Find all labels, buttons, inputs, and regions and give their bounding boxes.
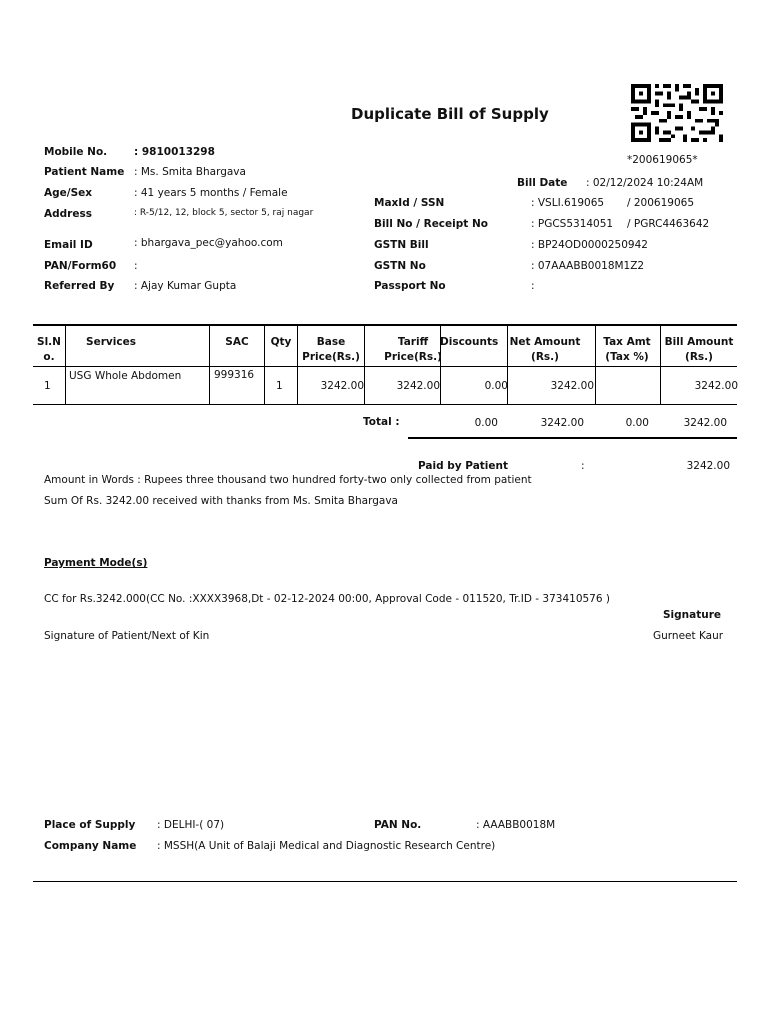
amount-in-words: Amount in Words : Rupees three thousand two hundred forty-two only collected from patient: [44, 474, 532, 486]
total-discounts: 0.00: [474, 417, 498, 429]
bill-date-value: : 02/12/2024 10:24AM: [586, 177, 704, 189]
cell-base-price: 3242.00: [320, 380, 364, 392]
footer-rule: [33, 881, 737, 882]
header-tax-amt: Tax Amt (Tax %): [603, 336, 651, 363]
payment-mode-detail: CC for Rs.3242.000(CC No. :XXXX3968,Dt - 02-12-2024 00:00, Approval Code - 011520, Tr.ID - 373410576 ): [44, 593, 610, 605]
total-tax: 0.00: [625, 417, 649, 429]
mobile-label: Mobile No.: [44, 146, 108, 158]
gstn-no-value: : 07AAABB0018M1Z2: [531, 260, 645, 272]
total-underline: [408, 437, 737, 439]
header-services: Services: [86, 336, 136, 348]
col-divider: [364, 325, 365, 405]
age-sex-value: : 41 years 5 months / Female: [134, 187, 288, 199]
qr-code: [631, 84, 723, 142]
email-label: Email ID: [44, 239, 93, 251]
address-label: Address: [44, 208, 92, 220]
mobile-value: : 9810013298: [134, 146, 215, 158]
payment-modes-heading: Payment Mode(s): [44, 557, 148, 569]
receipt-no-value: / PGRC4463642: [627, 218, 710, 230]
signer-name: Gurneet Kaur: [653, 630, 724, 642]
pan-no-label: PAN No.: [374, 819, 422, 831]
table-header-rule: [33, 366, 737, 367]
total-net-amount: 3242.00: [540, 417, 584, 429]
total-label: Total :: [363, 416, 400, 428]
referred-by-label: Referred By: [44, 280, 115, 292]
barcode-text: *200619065*: [627, 154, 698, 166]
ssn-value: / 200619065: [627, 197, 694, 209]
age-sex-label: Age/Sex: [44, 187, 93, 199]
table-top-rule: [33, 324, 737, 326]
cell-sl-no: 1: [44, 380, 51, 392]
header-net-amount: Net Amount (Rs.): [509, 336, 581, 363]
paid-by-patient-amount: 3242.00: [686, 460, 730, 472]
cell-tariff-price: 3242.00: [396, 380, 440, 392]
cell-qty: 1: [276, 380, 283, 392]
bill-receipt-label: Bill No / Receipt No: [374, 218, 488, 230]
patient-name-value: : Ms. Smita Bhargava: [134, 166, 246, 178]
header-bill-amount: Bill Amount (Rs.): [664, 336, 734, 363]
passport-value: :: [531, 280, 535, 292]
company-name-value: : MSSH(A Unit of Balaji Medical and Diagnostic Research Centre): [157, 840, 496, 852]
address-value: : R-5/12, 12, block 5, sector 5, raj nagar: [134, 208, 314, 218]
cell-sac: 999316: [214, 369, 255, 381]
pan-form60-value: :: [134, 260, 138, 272]
email-value: : bhargava_pec@yahoo.com: [134, 237, 283, 249]
gstn-bill-label: GSTN Bill: [374, 239, 429, 251]
place-of-supply-value: : DELHI-( 07): [157, 819, 225, 831]
cell-discounts: 0.00: [484, 380, 508, 392]
cell-net-amount: 3242.00: [550, 380, 594, 392]
referred-by-value: : Ajay Kumar Gupta: [134, 280, 237, 292]
gstn-bill-value: : BP24OD0000250942: [531, 239, 648, 251]
header-base-price: Base Price(Rs.): [302, 336, 360, 363]
header-sl-no: Sl.N o.: [37, 336, 61, 363]
header-sac: SAC: [225, 336, 249, 348]
patient-signature-label: Signature of Patient/Next of Kin: [44, 630, 210, 642]
header-tariff-price: Tariff Price(Rs.): [384, 336, 442, 363]
header-discounts: Discounts: [440, 336, 499, 348]
company-name-label: Company Name: [44, 840, 137, 852]
total-bill-amount: 3242.00: [683, 417, 727, 429]
document-title: Duplicate Bill of Supply: [351, 105, 549, 123]
passport-label: Passport No: [374, 280, 446, 292]
table-row-rule: [33, 404, 737, 405]
paid-by-patient-colon: :: [581, 460, 585, 472]
signature-heading: Signature: [663, 609, 722, 621]
pan-form60-label: PAN/Form60: [44, 260, 117, 272]
maxid-ssn-label: MaxId / SSN: [374, 197, 445, 209]
bill-no-value: : PGCS5314051: [531, 218, 614, 230]
place-of-supply-label: Place of Supply: [44, 819, 136, 831]
patient-name-label: Patient Name: [44, 166, 125, 178]
bill-date-label: Bill Date: [517, 177, 568, 189]
header-qty: Qty: [270, 336, 292, 348]
cell-bill-amount: 3242.00: [694, 380, 738, 392]
maxid-value: : VSLI.619065: [531, 197, 605, 209]
paid-by-patient-label: Paid by Patient: [418, 460, 509, 472]
sum-received-text: Sum Of Rs. 3242.00 received with thanks from Ms. Smita Bhargava: [44, 495, 398, 507]
gstn-no-label: GSTN No: [374, 260, 426, 272]
col-divider: [297, 325, 298, 405]
cell-service: USG Whole Abdomen: [69, 370, 182, 382]
pan-no-value: : AAABB0018M: [476, 819, 556, 831]
